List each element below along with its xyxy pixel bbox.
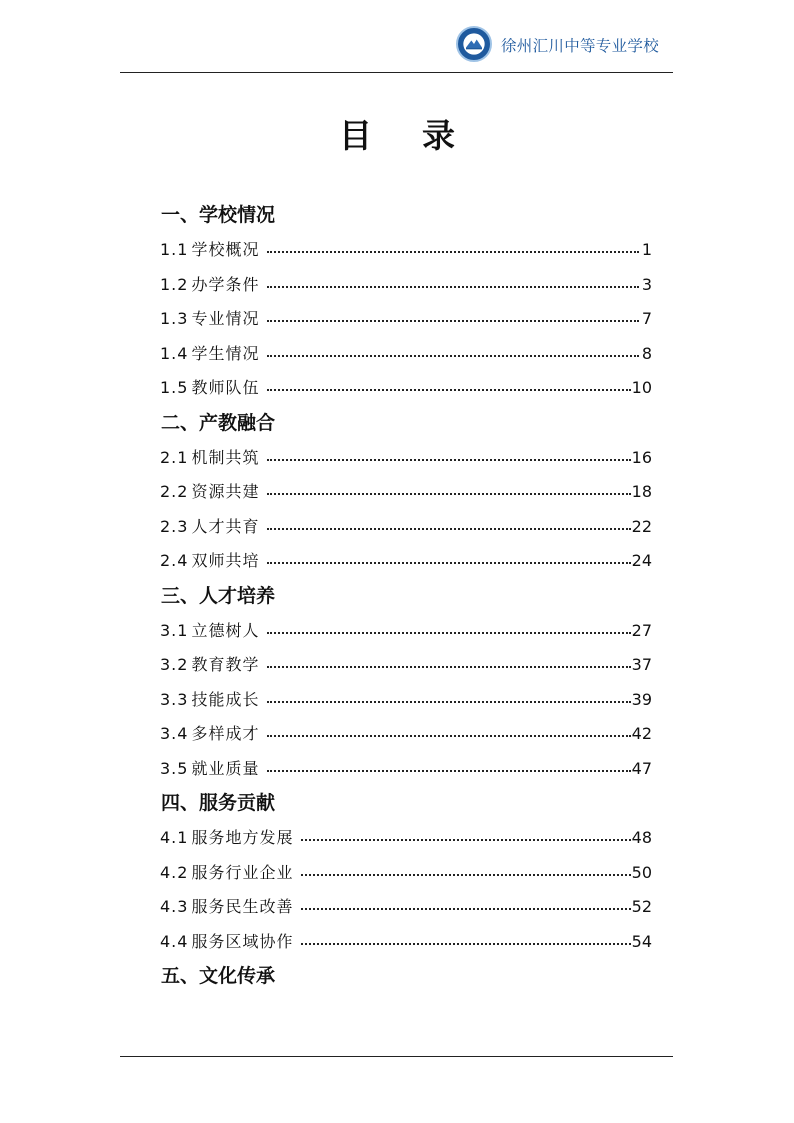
- toc-entry[interactable]: [160, 268, 652, 303]
- toc-entry-number: 4.3: [160, 897, 189, 916]
- toc-dot-leader: [267, 528, 630, 530]
- toc-dot-leader: [301, 874, 630, 876]
- toc-entry[interactable]: [160, 441, 652, 476]
- toc-entry-label: 学生情况: [191, 343, 260, 363]
- toc-entry[interactable]: [160, 475, 652, 510]
- toc-entry-label: 专业情况: [191, 309, 260, 328]
- toc-entry[interactable]: [160, 544, 652, 579]
- toc-dot-leader: [301, 839, 630, 841]
- toc-dot-leader: [267, 459, 630, 461]
- toc-entry-label: 服务地方发展: [191, 828, 294, 847]
- toc-dot-leader: [267, 389, 630, 391]
- toc-dot-leader: [267, 735, 630, 737]
- toc-entry-label: 立德树人: [191, 620, 260, 640]
- toc-entry-number: 1.3: [160, 309, 189, 328]
- toc-section-heading[interactable]: 四、服务贡献: [161, 792, 276, 814]
- toc-entry-page: 18: [631, 482, 652, 501]
- toc-entry[interactable]: [160, 233, 652, 268]
- toc-dot-leader: [267, 251, 639, 253]
- header-divider: [120, 72, 673, 73]
- toc-entry[interactable]: [160, 821, 652, 856]
- toc-section-heading[interactable]: 二、产教融合: [161, 411, 276, 434]
- toc-entry-page: 27: [631, 620, 652, 640]
- toc-dot-leader: [267, 701, 630, 703]
- toc-entry-number: 3.1: [160, 620, 189, 640]
- toc-entry[interactable]: [160, 510, 652, 545]
- toc-entry-number: 2.1: [160, 447, 189, 467]
- toc-entry-label: 服务民生改善: [191, 897, 294, 916]
- toc-entry[interactable]: [160, 856, 652, 891]
- toc-entry-page: 10: [631, 378, 652, 397]
- toc-entry-number: 2.2: [160, 482, 189, 501]
- toc-entry-page: 47: [631, 758, 652, 778]
- toc-entry-page: 7: [641, 309, 652, 328]
- toc-entry-label: 人才共育: [191, 516, 260, 536]
- toc-entry-page: 37: [631, 655, 652, 674]
- toc-dot-leader: [267, 770, 630, 772]
- toc-entry-page: 52: [631, 897, 652, 916]
- toc-entry-number: 1.2: [160, 274, 189, 294]
- school-name: 徐州汇川中等专业学校: [501, 37, 660, 55]
- toc-entry[interactable]: [160, 890, 652, 925]
- toc-entry-label: 服务行业企业: [191, 862, 294, 882]
- toc-entry-number: 4.1: [160, 828, 189, 847]
- toc-entry-page: 3: [641, 274, 652, 294]
- toc-dot-leader: [267, 286, 639, 288]
- toc-dot-leader: [267, 562, 630, 564]
- footer-divider: [120, 1056, 673, 1057]
- school-emblem-icon: [456, 26, 492, 62]
- toc-dot-leader: [301, 943, 630, 945]
- toc-entry-label: 学校概况: [191, 240, 260, 259]
- toc-dot-leader: [267, 666, 630, 668]
- toc-entry-label: 多样成才: [191, 724, 260, 743]
- toc-section-heading[interactable]: 三、人才培养: [161, 584, 276, 607]
- toc-entry-label: 机制共筑: [191, 447, 260, 467]
- toc-entry-number: 3.4: [160, 724, 189, 743]
- toc-entry-number: 2.4: [160, 551, 189, 570]
- toc-dot-leader: [267, 632, 630, 634]
- toc-entry[interactable]: [160, 925, 652, 960]
- toc-entry-label: 办学条件: [191, 274, 260, 294]
- toc-entry-page: 50: [631, 862, 652, 882]
- toc-entry-label: 就业质量: [191, 758, 260, 778]
- toc-dot-leader: [301, 908, 630, 910]
- toc-entry-label: 双师共培: [191, 551, 260, 570]
- toc-entry-number: 1.1: [160, 240, 189, 259]
- toc-entry-page: 22: [631, 516, 652, 536]
- toc-entry[interactable]: [160, 337, 652, 372]
- toc-entry-page: 42: [631, 724, 652, 743]
- toc-entry[interactable]: [160, 371, 652, 406]
- toc-entry-label: 服务区域协作: [191, 931, 294, 951]
- toc-entry-number: 1.5: [160, 378, 189, 397]
- toc-entry-page: 54: [631, 931, 652, 951]
- toc-entry-number: 3.5: [160, 758, 189, 778]
- toc-entry-number: 2.3: [160, 516, 189, 536]
- toc-entry-label: 资源共建: [191, 482, 260, 501]
- toc-entry-label: 技能成长: [191, 689, 260, 709]
- toc-entry[interactable]: [160, 614, 652, 649]
- toc-entry[interactable]: [160, 717, 652, 752]
- toc-entry-number: 4.4: [160, 931, 189, 951]
- toc-entry-number: 4.2: [160, 862, 189, 882]
- toc-entry[interactable]: [160, 648, 652, 683]
- toc-entry-page: 8: [641, 343, 652, 363]
- toc-dot-leader: [267, 320, 639, 322]
- toc-entry-label: 教师队伍: [191, 378, 260, 397]
- toc-entry-page: 24: [631, 551, 652, 570]
- toc-entry-page: 16: [631, 447, 652, 467]
- table-of-contents: [160, 198, 652, 994]
- toc-entry[interactable]: [160, 752, 652, 787]
- toc-entry-page: 48: [631, 828, 652, 847]
- page-title: 目录: [339, 116, 505, 155]
- toc-section-heading[interactable]: 五、文化传承: [161, 965, 276, 987]
- toc-entry-page: 39: [631, 689, 652, 709]
- toc-entry-page: 1: [641, 240, 652, 259]
- toc-entry[interactable]: [160, 302, 652, 337]
- toc-entry-number: 3.2: [160, 655, 189, 674]
- toc-entry[interactable]: [160, 683, 652, 718]
- toc-entry-label: 教育教学: [191, 655, 260, 674]
- toc-dot-leader: [267, 355, 639, 357]
- toc-section-heading[interactable]: 一、学校情况: [161, 204, 276, 226]
- toc-dot-leader: [267, 493, 630, 495]
- page-header: [120, 22, 673, 70]
- toc-entry-number: 3.3: [160, 689, 189, 709]
- toc-entry-number: 1.4: [160, 343, 189, 363]
